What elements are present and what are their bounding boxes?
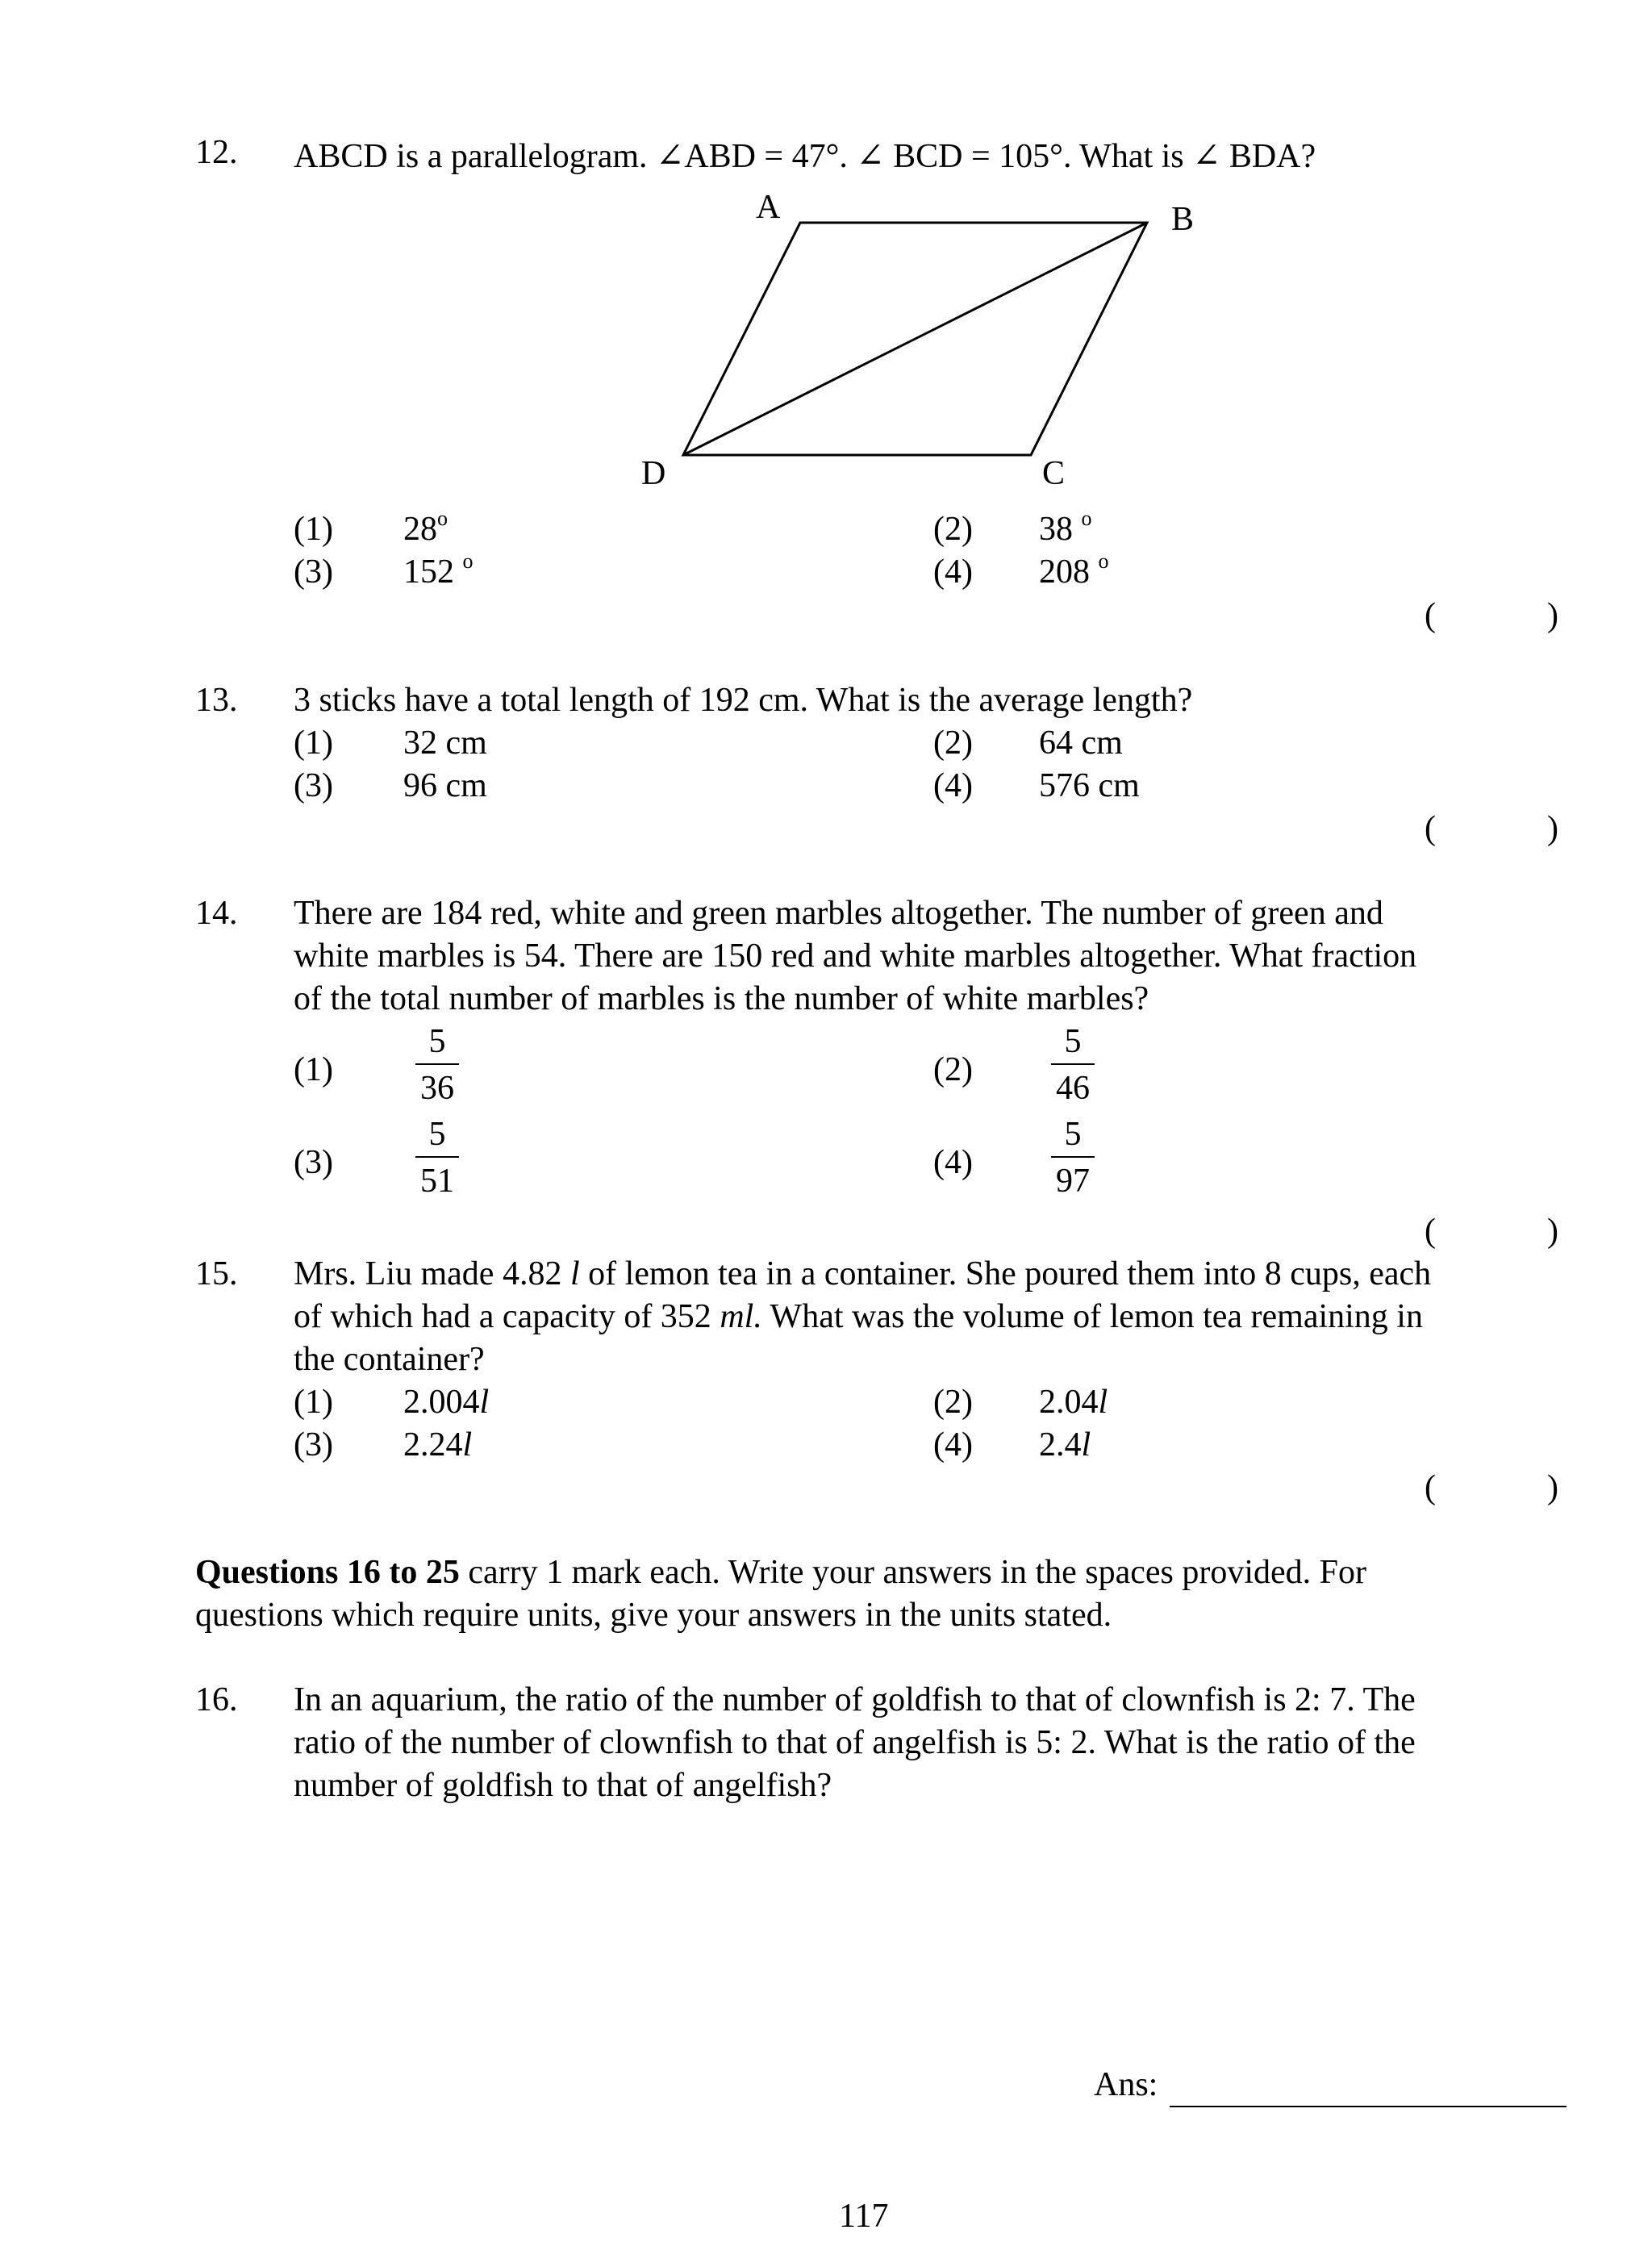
q15-option-1-label: (1) — [294, 1384, 333, 1421]
fraction-numerator: 5 — [1064, 1023, 1082, 1060]
q14-option-1-fraction — [413, 1025, 461, 1105]
q16-answer-label: Ans: — [1094, 2066, 1158, 2103]
q12-option-4-value: 208 $^o$ — [1039, 549, 1109, 591]
q12-option-2-value: 38 $^o$ — [1039, 507, 1092, 548]
q12-text: ABCD is a parallelogram. ∠ABD = 47°. ∠ BCD = 105°. What is ∠ BDA? — [294, 138, 1316, 175]
q13-option-2-value: 64 cm — [1039, 724, 1123, 762]
fraction-numerator: 5 — [428, 1116, 446, 1153]
q13-option-4-value: 576 cm — [1039, 767, 1140, 804]
q12-number: 12. — [195, 134, 238, 171]
q13-number: 13. — [195, 682, 238, 719]
q12-answer-bracket-open: ( — [1425, 597, 1436, 634]
q15-option-4-value: 2.4l — [1039, 1426, 1091, 1464]
q12-option-2-label: (2) — [933, 511, 973, 548]
section-instructions-line-1: Questions 16 to 25 carry 1 mark each. Write your answers in the spaces provided. For — [195, 1554, 1367, 1591]
q14-option-3-fraction — [413, 1117, 461, 1198]
q16-answer-line[interactable] — [1170, 2106, 1566, 2107]
q13-answer-bracket-open: ( — [1425, 810, 1436, 847]
q14-line-2: white marbles is 54. There are 150 red and white marbles altogether. What fraction — [294, 937, 1417, 975]
fraction-denominator: 97 — [1056, 1163, 1090, 1200]
q13-option-1-label: (1) — [294, 724, 333, 762]
fraction-bar — [1051, 1063, 1095, 1065]
fraction-bar — [1051, 1156, 1095, 1158]
q13-answer-bracket-close: ) — [1547, 810, 1558, 847]
q15-option-4-label: (4) — [933, 1426, 973, 1464]
q15-option-2-label: (2) — [933, 1384, 973, 1421]
q14-answer-bracket-close: ) — [1547, 1213, 1558, 1250]
fraction-denominator: 36 — [420, 1070, 454, 1107]
q12-option-1-value: 28$^o$ — [403, 507, 448, 548]
q14-option-2-label: (2) — [933, 1051, 973, 1088]
q16-line-3: number of goldfish to that of angelfish? — [294, 1767, 832, 1804]
q13-option-3-value: 96 cm — [403, 767, 487, 804]
diagonal-bd — [683, 223, 1147, 455]
q16-line-1: In an aquarium, the ratio of the number of goldfish to that of clownfish is 2: 7. The — [294, 1681, 1416, 1718]
q15-line-2: of which had a capacity of 352 ml. What was the volume of lemon tea remaining in — [294, 1298, 1423, 1335]
q15-line-1: Mrs. Liu made 4.82 l of lemon tea in a container. She poured them into 8 cups, each — [294, 1255, 1432, 1292]
q15-number: 15. — [195, 1255, 238, 1292]
fraction-bar — [415, 1063, 459, 1065]
q15-option-3-value: 2.24l — [403, 1426, 473, 1464]
q12-option-3-value: 152 $^o$ — [403, 549, 473, 591]
q14-option-3-label: (3) — [294, 1144, 333, 1181]
q13-option-2-label: (2) — [933, 724, 973, 762]
q14-option-4-fraction — [1049, 1117, 1097, 1198]
q15-answer-bracket-open: ( — [1425, 1469, 1436, 1506]
q15-option-1-value: 2.004l — [403, 1384, 490, 1421]
q15-option-2-value: 2.04l — [1039, 1384, 1108, 1421]
fraction-numerator: 5 — [428, 1023, 446, 1060]
q14-option-1-label: (1) — [294, 1051, 333, 1088]
page-number: 117 — [839, 2198, 889, 2235]
q14-answer-bracket-open: ( — [1425, 1213, 1436, 1250]
q13-option-3-label: (3) — [294, 767, 333, 804]
vertex-a-label: A — [756, 189, 781, 226]
q15-option-3-label: (3) — [294, 1426, 333, 1464]
q13-option-1-value: 32 cm — [403, 724, 487, 762]
q12-option-4-label: (4) — [933, 553, 973, 591]
q14-line-3: of the total number of marbles is the number of white marbles? — [294, 980, 1149, 1017]
fraction-denominator: 51 — [420, 1163, 454, 1200]
parallelogram-diagram — [641, 189, 1210, 492]
q14-number: 14. — [195, 895, 238, 932]
fraction-denominator: 46 — [1056, 1070, 1090, 1107]
vertex-d-label: D — [641, 455, 666, 492]
q15-answer-bracket-close: ) — [1547, 1469, 1558, 1506]
fraction-numerator: 5 — [1064, 1116, 1082, 1153]
q14-option-2-fraction — [1049, 1025, 1097, 1105]
section-instructions-line-2: questions which require units, give your answers in the units stated. — [195, 1597, 1112, 1634]
fraction-bar — [415, 1156, 459, 1158]
q13-text: 3 sticks have a total length of 192 cm. What is the average length? — [294, 682, 1193, 719]
q13-option-4-label: (4) — [933, 767, 973, 804]
q15-line-3: the container? — [294, 1341, 485, 1378]
q14-line-1: There are 184 red, white and green marbles altogether. The number of green and — [294, 895, 1383, 932]
q12-option-1-label: (1) — [294, 511, 333, 548]
q14-option-4-label: (4) — [933, 1144, 973, 1181]
vertex-c-label: C — [1042, 455, 1066, 492]
q16-number: 16. — [195, 1681, 238, 1718]
q12-option-3-label: (3) — [294, 553, 333, 591]
q12-answer-bracket-close: ) — [1547, 597, 1558, 634]
vertex-b-label: B — [1171, 201, 1195, 238]
q16-line-2: ratio of the number of clownfish to that of angelfish is 5: 2. What is the ratio of the — [294, 1724, 1416, 1761]
